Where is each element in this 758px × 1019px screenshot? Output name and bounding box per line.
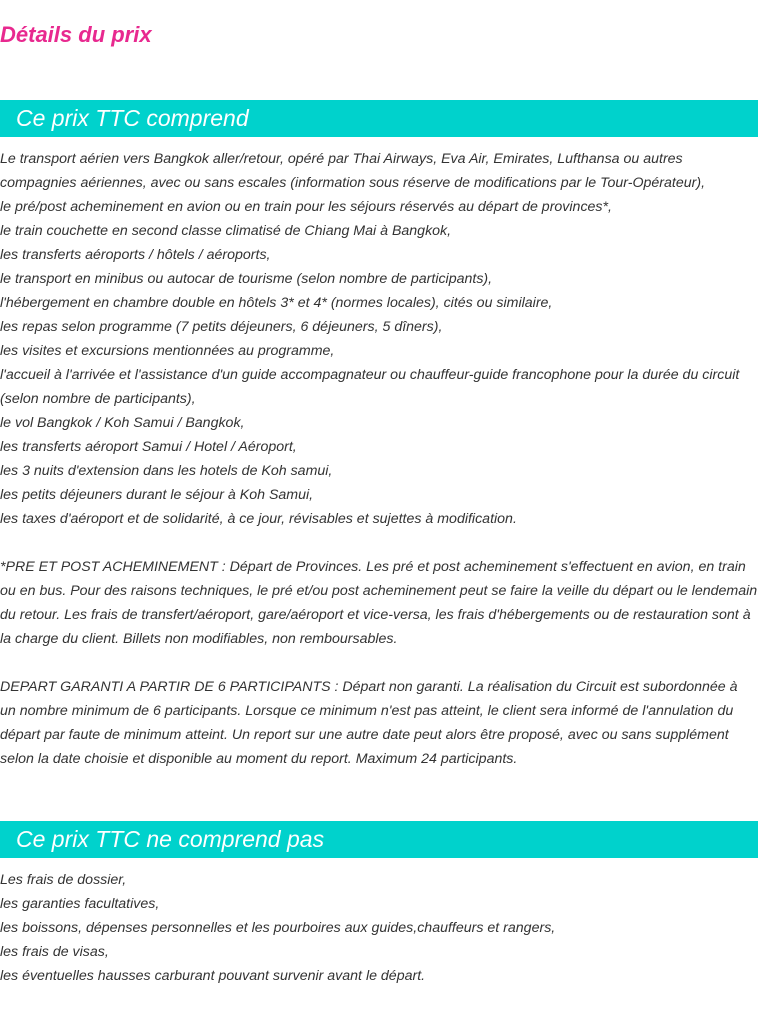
acheminement-note-line: *PRE ET POST ACHEMINEMENT : Départ de Provinces. Les pré et post acheminement s'effectuent en avion, en train <box>0 559 746 575</box>
included-line: l'hébergement en chambre double en hôtels 3* et 4* (normes locales), cités ou similaire, <box>0 295 553 311</box>
included-line: compagnies aériennes, avec ou sans escales (information sous réserve de modifications par le Tour-Opérateur), <box>0 175 706 191</box>
excluded-line: Les frais de dossier, <box>0 872 127 888</box>
included-content <box>0 147 756 771</box>
depart-note-line: un nombre minimum de 6 participants. Lorsque ce minimum n'est pas atteint, le client sera informé de l'annulation du <box>0 703 734 719</box>
included-line: le train couchette en second classe climatisé de Chiang Mai à Bangkok, <box>0 223 452 239</box>
excluded-line: les garanties facultatives, <box>0 896 160 912</box>
acheminement-note-line: la charge du client. Billets non modifiables, non remboursables. <box>0 631 398 647</box>
included-line: les transferts aéroports / hôtels / aéroports, <box>0 247 271 263</box>
page-title: Détails du prix <box>0 22 152 47</box>
excluded-line: les boissons, dépenses personnelles et les pourboires aux guides,chauffeurs et rangers, <box>0 920 556 936</box>
acheminement-note-line: du retour. Les frais de transfert/aéroport, gare/aéroport et vice-versa, les frais d'hébergements ou de restauration sont à <box>0 607 751 623</box>
depart-note-line: DEPART GARANTI A PARTIR DE 6 PARTICIPANTS : Départ non garanti. La réalisation du Circuit est subordonnée à <box>0 679 738 695</box>
included-line: l'accueil à l'arrivée et l'assistance d'un guide accompagnateur ou chauffeur-guide francophone pour la durée du circuit <box>0 367 740 383</box>
included-heading: Ce prix TTC comprend <box>16 105 249 131</box>
included-line: les taxes d'aéroport et de solidarité, à ce jour, révisables et sujettes à modification. <box>0 511 517 527</box>
included-line: les 3 nuits d'extension dans les hotels de Koh samui, <box>0 463 333 479</box>
excluded-heading: Ce prix TTC ne comprend pas <box>16 826 325 852</box>
included-line: les visites et excursions mentionnées au programme, <box>0 343 335 359</box>
paragraph-spacer <box>0 531 756 555</box>
included-section-header <box>0 100 758 137</box>
depart-note-line: départ par faute de minimum atteint. Un report sur une autre date peut alors être proposé, avec ou sans supplément <box>0 727 729 743</box>
excluded-content <box>0 868 756 988</box>
acheminement-note-line: ou en bus. Pour des raisons techniques, le pré et/ou post acheminement peut se faire la veille du départ ou le lendemain <box>0 583 758 599</box>
included-line: les petits déjeuners durant le séjour à Koh Samui, <box>0 487 314 503</box>
included-line: les transferts aéroport Samui / Hotel / Aéroport, <box>0 439 297 455</box>
included-line: le transport en minibus ou autocar de tourisme (selon nombre de participants), <box>0 271 493 287</box>
excluded-line: les frais de visas, <box>0 944 109 960</box>
depart-note-line: selon la date choisie et disponible au moment du report. Maximum 24 participants. <box>0 751 518 767</box>
paragraph-spacer <box>0 651 756 675</box>
included-line: le vol Bangkok / Koh Samui / Bangkok, <box>0 415 245 431</box>
included-line: les repas selon programme (7 petits déjeuners, 6 déjeuners, 5 dîners), <box>0 319 443 335</box>
included-line: (selon nombre de participants), <box>0 391 196 407</box>
included-line: Le transport aérien vers Bangkok aller/retour, opéré par Thai Airways, Eva Air, Emirates, Lufthansa ou autres <box>0 151 683 167</box>
excluded-section-header <box>0 821 758 858</box>
excluded-line: les éventuelles hausses carburant pouvant survenir avant le départ. <box>0 968 426 984</box>
included-line: le pré/post acheminement en avion ou en train pour les séjours réservés au départ de provinces*, <box>0 199 612 215</box>
